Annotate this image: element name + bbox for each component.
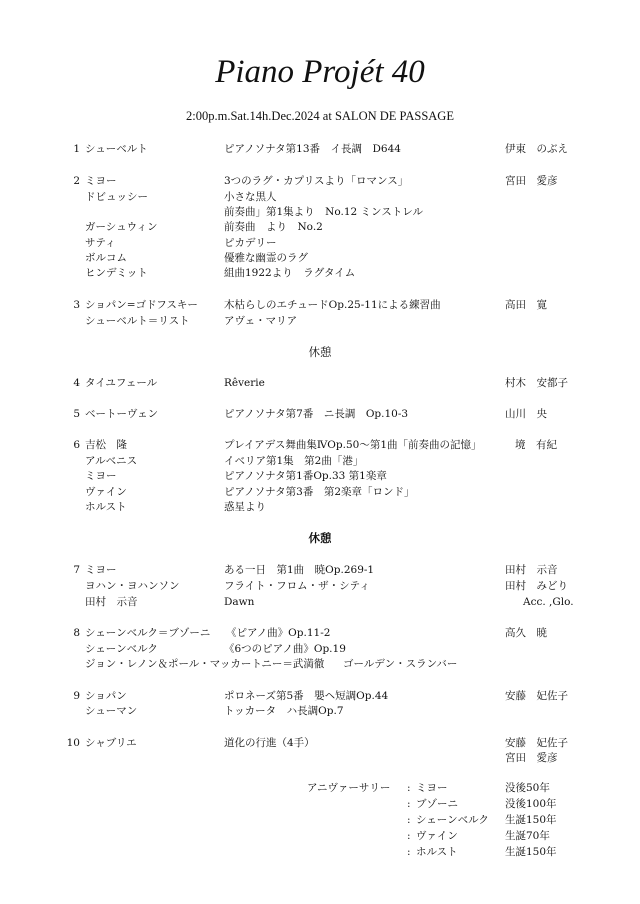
composer: ショパン [85, 690, 127, 702]
composer: ジョン・レノン＆ポール・マッカートニー＝武満徹 [85, 658, 325, 670]
performer: 伊東 のぶえ [505, 143, 568, 155]
colon-separator: : [407, 830, 411, 842]
anniversary-event: 没後100年 [505, 798, 557, 810]
performer: 境 有紀 [515, 439, 557, 451]
composer: シャブリエ [85, 737, 137, 749]
composer: サティ [85, 237, 116, 249]
work-title: 《6つのピアノ曲》Op.19 [224, 643, 346, 655]
concert-title: Piano Projét 40 [215, 54, 425, 90]
performer: 高田 寛 [505, 299, 547, 311]
work-title: ピアノソナタ第3番 第2楽章「ロンド」 [224, 486, 415, 498]
work-title: プレイアデス舞曲集ⅣOp.50～第1曲「前奏曲の記憶」 [224, 439, 482, 451]
performer: 田村 示音 [505, 564, 558, 576]
item-number: 6 [73, 439, 80, 451]
composer: シェーンベルク＝ブゾーニ [85, 627, 211, 639]
anniversary-row [0, 796, 640, 812]
anniversary-row [0, 780, 640, 796]
anniversary-event: 生誕150年 [505, 846, 557, 858]
colon-separator: : [407, 814, 411, 826]
work-title: 優雅な幽霊のラグ [224, 252, 308, 264]
work-title: ピアノソナタ第7番 ニ長調 Op.10-3 [224, 408, 409, 420]
performer: 山川 央 [505, 408, 547, 420]
work-title: Dawn [224, 596, 255, 608]
work-title: 組曲1922より ラグタイム [224, 267, 356, 279]
composer: タイユフェール [85, 377, 158, 389]
intermission-label: 休憩 [308, 531, 332, 545]
work-title: ポロネーズ第5番 嬰ヘ短調Op.44 [224, 690, 389, 702]
anniversary-row [0, 828, 640, 844]
work-title: 惑星より [224, 501, 266, 513]
work-title: 3つのラグ・カプリスより「ロマンス」 [224, 175, 409, 187]
performer: 村木 安都子 [505, 377, 568, 389]
composer: シェーンベルク [85, 643, 158, 655]
work-title: フライト・フロム・ザ・シティ [224, 580, 370, 592]
composer: ミヨー [85, 175, 117, 187]
composer: ボルコム [85, 252, 127, 264]
composer: シューベルト＝リスト [85, 315, 190, 327]
work-title: ある一日 第1曲 暁Op.269-1 [224, 564, 375, 576]
anniversary-row [0, 844, 640, 860]
anniversary-row [0, 812, 640, 828]
work-title: 小さな黒人 [224, 191, 277, 203]
performer: 安藤 妃佐子 [505, 690, 568, 702]
work-title: ピアノソナタ第13番 イ長調 D644 [224, 143, 401, 155]
composer: ドビュッシー [85, 191, 148, 203]
item-number: 1 [73, 143, 80, 155]
item-number: 2 [73, 175, 80, 187]
work-title: ピアノソナタ第1番Op.33 第1楽章 [224, 470, 387, 482]
composer: ヨハン・ヨハンソン [85, 580, 180, 592]
performer: 安藤 妃佐子 [505, 737, 568, 749]
colon-separator: : [407, 798, 411, 810]
anniversary-composer: シェーンベルク [416, 814, 489, 826]
work-title: 木枯らしのエチュードOp.25-11による練習曲 [224, 299, 441, 311]
item-number: 9 [73, 690, 80, 702]
performer: 田村 みどり [505, 580, 568, 592]
performer: 宮田 愛彦 [505, 752, 558, 764]
work-title: Rêverie [224, 377, 265, 389]
item-number: 7 [73, 564, 80, 576]
intermission-label: 休憩 [308, 345, 332, 359]
item-number: 8 [73, 627, 80, 639]
work-title: 《ピアノ曲》Op.11-2 [226, 627, 331, 639]
anniversary-composer: ヴァイン [416, 830, 458, 842]
item-number: 10 [66, 737, 80, 749]
composer: ヒンデミット [85, 267, 148, 279]
work-title: イベリア第1集 第2曲「港」 [224, 455, 364, 467]
composer: シューベルト [85, 143, 148, 155]
composer: ミヨー [85, 470, 117, 482]
concert-date-venue: 2:00p.m.Sat.14h.Dec.2024 at SALON DE PASSAGE [186, 109, 454, 123]
item-number: 5 [73, 408, 80, 420]
work-title: 前奏曲 より No.2 [224, 221, 323, 233]
anniversary-event: 没後50年 [505, 782, 550, 794]
composer: 田村 示音 [85, 596, 138, 608]
work-title: 前奏曲」第1集より No.12 ミンストレル [224, 206, 423, 218]
item-number: 4 [73, 377, 80, 389]
composer: アルベニス [85, 455, 138, 467]
composer: シューマン [85, 705, 138, 717]
anniversary-composer: ホルスト [416, 846, 458, 858]
composer: ベートーヴェン [85, 408, 159, 420]
colon-separator: : [407, 782, 411, 794]
performer: 宮田 愛彦 [505, 175, 558, 187]
composer: ガーシュウィン [85, 221, 158, 233]
item-number: 3 [73, 299, 80, 311]
colon-separator: : [407, 846, 411, 858]
anniversary-composer: ブゾーニ [416, 798, 458, 810]
work-title: アヴェ・マリア [224, 315, 298, 327]
anniversary-composer: ミヨー [416, 782, 448, 794]
anniversary-label: アニヴァーサリー [307, 782, 391, 794]
anniversary-event: 生誕70年 [505, 830, 550, 842]
composer: ホルスト [85, 501, 127, 513]
anniversary-event: 生誕150年 [505, 814, 557, 826]
performer: Acc. ,Glo. [523, 596, 574, 608]
composer: ヴァイン [85, 486, 127, 498]
performer: 高久 暁 [505, 627, 547, 639]
composer: ミヨー [85, 564, 117, 576]
composer: ショパン=ゴドフスキー [85, 299, 198, 311]
composer: 吉松 隆 [85, 439, 127, 451]
work-title: ゴールデン・スランバー [343, 658, 458, 670]
work-title: 道化の行進（4手） [224, 737, 315, 749]
work-title: トッカータ ハ長調Op.7 [224, 705, 344, 717]
work-title: ピカデリー [224, 237, 277, 249]
